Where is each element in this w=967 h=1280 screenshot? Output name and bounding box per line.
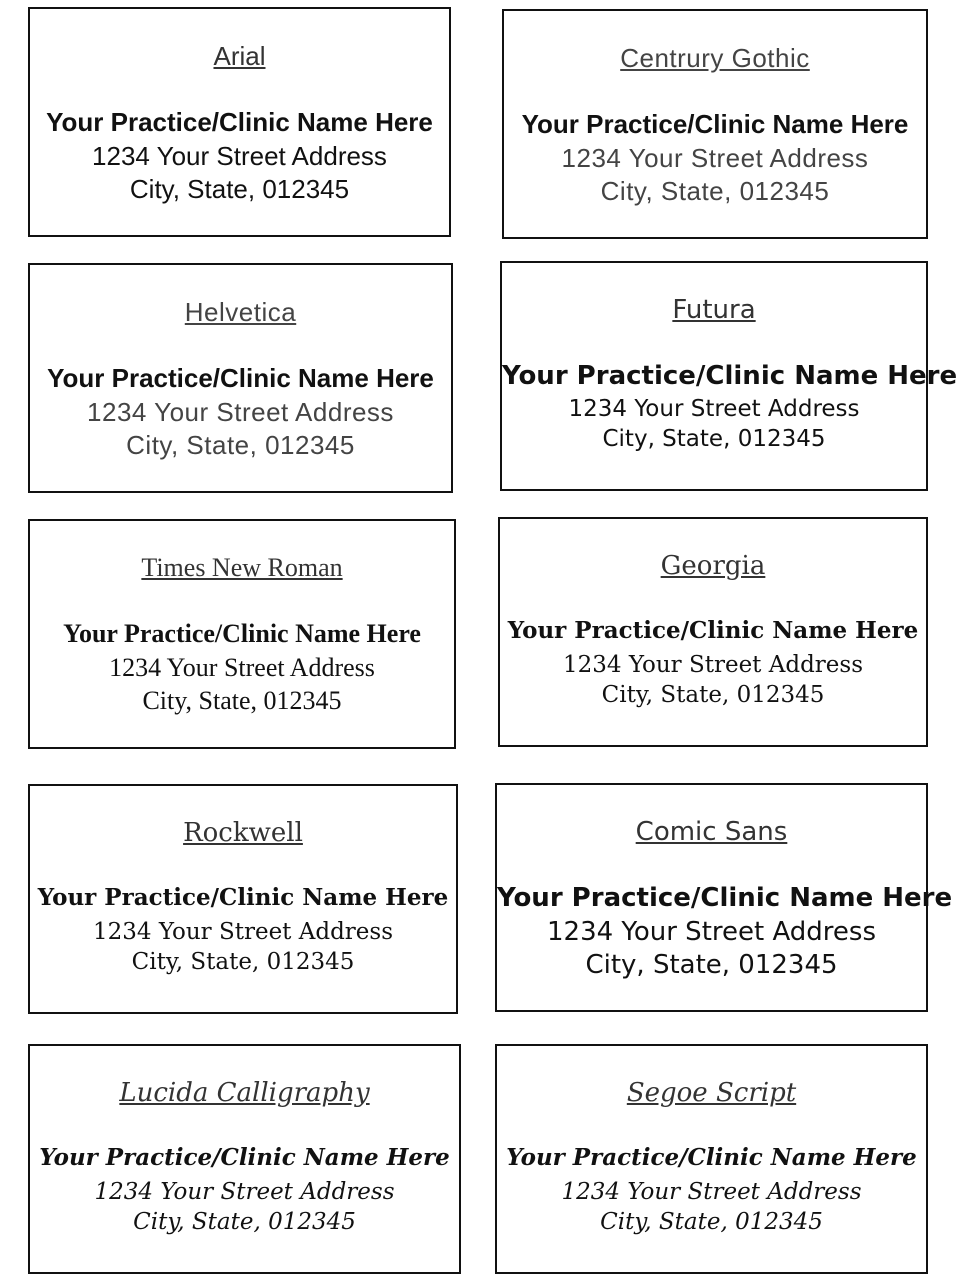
practice-name: Your Practice/Clinic Name Here — [507, 617, 919, 644]
street-address: 1234 Your Street Address — [561, 1179, 862, 1205]
label-sample-3 — [28, 263, 453, 493]
city-state-zip: City, State, 012345 — [131, 949, 355, 975]
practice-name: Your Practice/Clinic Name Here — [506, 1144, 917, 1171]
label-sample-10 — [495, 1044, 928, 1274]
street-address: 1234 Your Street Address — [561, 143, 869, 173]
practice-name: Your Practice/Clinic Name Here — [46, 107, 433, 137]
city-state-zip: City, State, 012345 — [600, 1209, 823, 1235]
street-address: 1234 Your Street Address — [109, 653, 375, 682]
city-state-zip: City, State, 012345 — [142, 686, 342, 715]
label-sample-8 — [495, 783, 953, 1012]
street-address: 1234 Your Street Address — [546, 917, 876, 947]
street-address: 1234 Your Street Address — [568, 396, 860, 422]
practice-name: Your Practice/Clinic Name Here — [39, 1144, 450, 1171]
label-sample-2 — [502, 9, 928, 239]
label-sample-9 — [28, 1044, 461, 1274]
street-address: 1234 Your Street Address — [92, 919, 394, 945]
street-address: 1234 Your Street Address — [562, 652, 864, 678]
city-state-zip: City, State, 012345 — [601, 682, 825, 708]
font-name-title: Centrury Gothic — [620, 43, 810, 73]
label-sample-7 — [28, 784, 458, 1014]
font-name-title: Helvetica — [184, 297, 297, 327]
city-state-zip: City, State, 012345 — [585, 950, 838, 980]
label-sample-5 — [28, 519, 456, 749]
city-state-zip: City, State, 012345 — [602, 426, 826, 452]
practice-name: Your Practice/Clinic Name Here — [63, 619, 421, 648]
font-name-title: Comic Sans — [635, 817, 788, 847]
city-state-zip: City, State, 012345 — [129, 174, 350, 204]
label-sample-6 — [498, 517, 928, 747]
font-name-title: Arial — [213, 41, 266, 71]
font-name-title: Georgia — [660, 551, 766, 581]
city-state-zip: City, State, 012345 — [126, 430, 355, 460]
city-state-zip: City, State, 012345 — [133, 1209, 356, 1235]
practice-name: Your Practice/Clinic Name Here — [37, 884, 449, 911]
label-sample-1 — [28, 7, 451, 237]
street-address: 1234 Your Street Address — [92, 141, 387, 171]
street-address: 1234 Your Street Address — [87, 397, 394, 427]
font-name-title: Futura — [672, 295, 756, 325]
font-name-title: Segoe Script — [626, 1078, 797, 1108]
label-sample-4 — [500, 261, 958, 491]
font-name-title: Lucida Calligraphy — [119, 1078, 370, 1108]
practice-name: Your Practice/Clinic Name Here — [502, 361, 958, 391]
street-address: 1234 Your Street Address — [94, 1179, 395, 1205]
practice-name: Your Practice/Clinic Name Here — [521, 109, 909, 139]
practice-name: Your Practice/Clinic Name Here — [47, 363, 434, 393]
font-name-title: Times New Roman — [141, 553, 343, 582]
practice-name: Your Practice/Clinic Name Here — [497, 883, 953, 913]
city-state-zip: City, State, 012345 — [600, 176, 830, 206]
font-name-title: Rockwell — [183, 818, 303, 848]
